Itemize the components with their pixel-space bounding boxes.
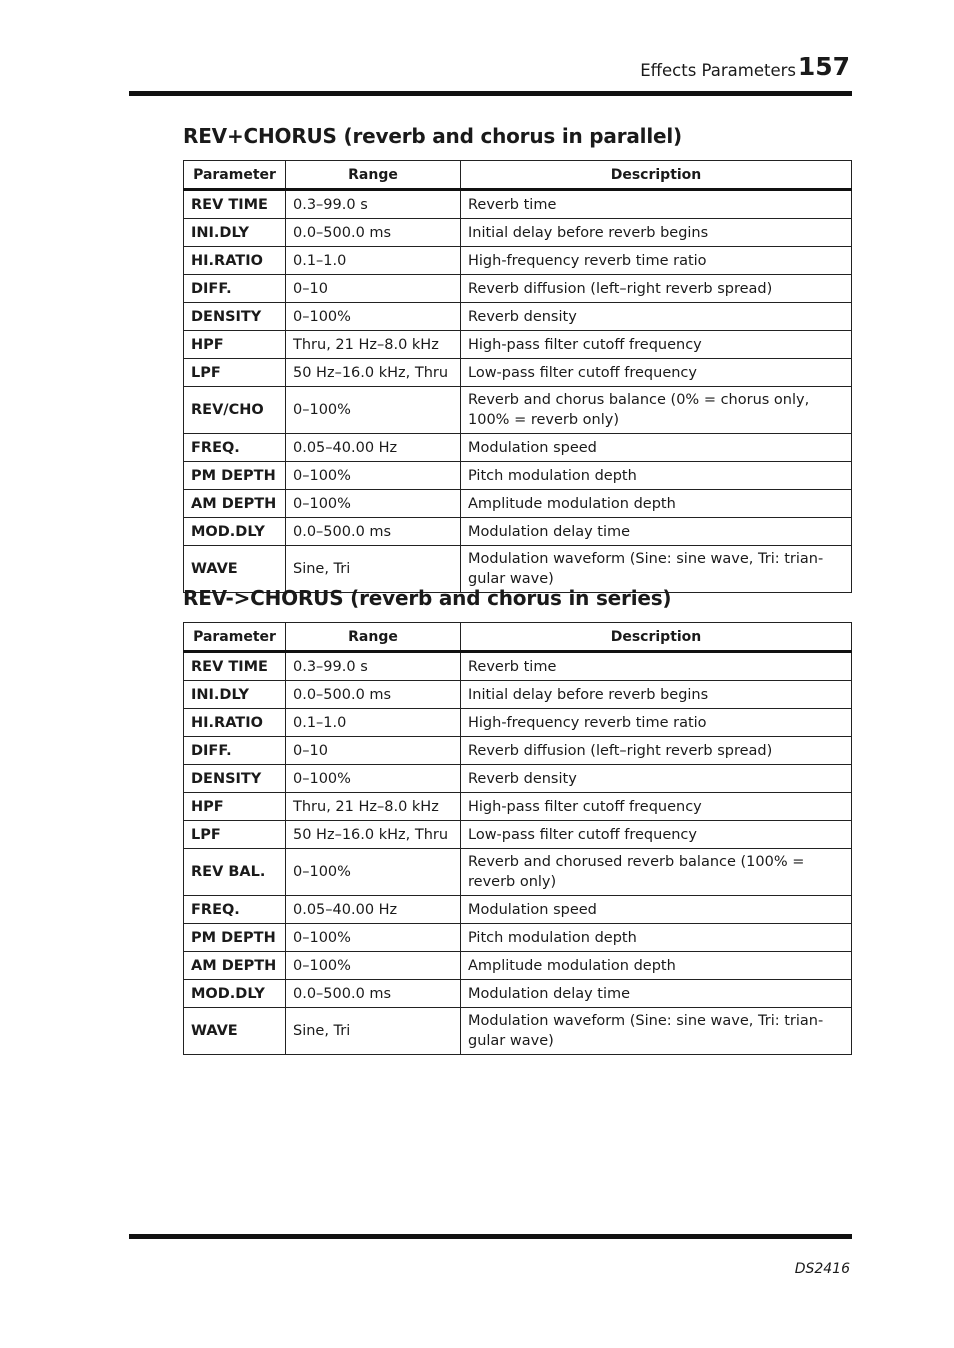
- parameter-name-cell: INI.DLY: [184, 681, 286, 709]
- description-cell: Reverb time: [461, 190, 852, 219]
- parameter-name-cell: DENSITY: [184, 303, 286, 331]
- range-cell: 0–100%: [286, 924, 461, 952]
- parameter-name-cell: AM DEPTH: [184, 490, 286, 518]
- table-row: [184, 331, 852, 359]
- description-cell: Modulation speed: [461, 896, 852, 924]
- range-cell: 0.3–99.0 s: [286, 652, 461, 681]
- table-row: [184, 275, 852, 303]
- table-row: [184, 190, 852, 219]
- table-row: [184, 952, 852, 980]
- parameter-name-cell: INI.DLY: [184, 219, 286, 247]
- running-header-title: Effects Parameters: [640, 61, 796, 80]
- range-cell: 0.3–99.0 s: [286, 190, 461, 219]
- parameter-table-parallel: [183, 160, 852, 593]
- description-cell: Low-pass filter cutoff frequency: [461, 821, 852, 849]
- table-row: [184, 247, 852, 275]
- parameter-name-cell: HI.RATIO: [184, 247, 286, 275]
- parameter-name-cell: FREQ.: [184, 434, 286, 462]
- range-cell: Thru, 21 Hz–8.0 kHz: [286, 793, 461, 821]
- model-footer: DS2416: [794, 1261, 850, 1277]
- parameter-name-cell: DIFF.: [184, 275, 286, 303]
- description-cell: Pitch modulation depth: [461, 924, 852, 952]
- section-title-rev-chorus-parallel: REV+CHORUS (reverb and chorus in parallel): [183, 124, 682, 148]
- parameter-name-cell: HI.RATIO: [184, 709, 286, 737]
- page-number: 157: [797, 52, 850, 81]
- description-cell: Amplitude modulation depth: [461, 952, 852, 980]
- range-cell: 0.1–1.0: [286, 247, 461, 275]
- table-row: [184, 765, 852, 793]
- range-cell: 0–100%: [286, 387, 461, 434]
- parameter-name-cell: REV TIME: [184, 190, 286, 219]
- table-row: [184, 387, 852, 434]
- description-cell: High-pass filter cutoff frequency: [461, 331, 852, 359]
- parameter-name-cell: LPF: [184, 359, 286, 387]
- table-row: [184, 980, 852, 1008]
- column-header-description: Description: [461, 623, 852, 652]
- column-header-description: Description: [461, 161, 852, 190]
- range-cell: Sine, Tri: [286, 546, 461, 593]
- range-cell: 0.0–500.0 ms: [286, 518, 461, 546]
- table-row: [184, 821, 852, 849]
- description-cell: Low-pass filter cutoff frequency: [461, 359, 852, 387]
- range-cell: 0–100%: [286, 462, 461, 490]
- parameter-name-cell: DENSITY: [184, 765, 286, 793]
- parameter-name-cell: HPF: [184, 793, 286, 821]
- parameter-name-cell: DIFF.: [184, 737, 286, 765]
- description-cell: Modulation waveform (Sine: sine wave, Tri: trian-gular wave): [461, 546, 852, 593]
- description-cell: Modulation delay time: [461, 980, 852, 1008]
- description-cell: Reverb diffusion (left–right reverb spread): [461, 275, 852, 303]
- parameter-name-cell: LPF: [184, 821, 286, 849]
- range-cell: 50 Hz–16.0 kHz, Thru: [286, 821, 461, 849]
- parameter-name-cell: REV TIME: [184, 652, 286, 681]
- table-row: [184, 849, 852, 896]
- table-row: [184, 896, 852, 924]
- table-row: [184, 793, 852, 821]
- description-cell: High-frequency reverb time ratio: [461, 247, 852, 275]
- parameter-name-cell: MOD.DLY: [184, 980, 286, 1008]
- table-row: [184, 462, 852, 490]
- parameter-name-cell: WAVE: [184, 546, 286, 593]
- footer-rule: [129, 1234, 852, 1239]
- parameter-name-cell: AM DEPTH: [184, 952, 286, 980]
- parameter-table-series: [183, 622, 852, 1055]
- description-cell: Initial delay before reverb begins: [461, 681, 852, 709]
- description-cell: Modulation delay time: [461, 518, 852, 546]
- description-cell: Reverb density: [461, 765, 852, 793]
- range-cell: 0–100%: [286, 952, 461, 980]
- description-cell: Reverb density: [461, 303, 852, 331]
- description-cell: Initial delay before reverb begins: [461, 219, 852, 247]
- parameter-name-cell: HPF: [184, 331, 286, 359]
- range-cell: Thru, 21 Hz–8.0 kHz: [286, 331, 461, 359]
- range-cell: 0–10: [286, 275, 461, 303]
- column-header-range: Range: [286, 161, 461, 190]
- table-row: [184, 652, 852, 681]
- table-row: [184, 681, 852, 709]
- range-cell: 0–100%: [286, 849, 461, 896]
- description-cell: Modulation speed: [461, 434, 852, 462]
- table-row: [184, 737, 852, 765]
- table-row: [184, 219, 852, 247]
- description-cell: High-frequency reverb time ratio: [461, 709, 852, 737]
- parameter-name-cell: PM DEPTH: [184, 462, 286, 490]
- header-rule: [129, 91, 852, 96]
- description-cell: Amplitude modulation depth: [461, 490, 852, 518]
- description-cell: Reverb and chorus balance (0% = chorus only, 100% = reverb only): [461, 387, 852, 434]
- section-title-rev-chorus-series: REV->CHORUS (reverb and chorus in series): [183, 586, 672, 610]
- range-cell: 50 Hz–16.0 kHz, Thru: [286, 359, 461, 387]
- range-cell: 0–100%: [286, 490, 461, 518]
- range-cell: 0.0–500.0 ms: [286, 219, 461, 247]
- range-cell: 0.05–40.00 Hz: [286, 896, 461, 924]
- column-header-parameter: Parameter: [184, 623, 286, 652]
- range-cell: 0.0–500.0 ms: [286, 980, 461, 1008]
- page-header: [129, 52, 852, 86]
- table-row: [184, 924, 852, 952]
- table-row: [184, 303, 852, 331]
- parameter-name-cell: REV/CHO: [184, 387, 286, 434]
- range-cell: 0.1–1.0: [286, 709, 461, 737]
- table-header-row: [184, 161, 852, 190]
- table-row: [184, 1008, 852, 1055]
- description-cell: Pitch modulation depth: [461, 462, 852, 490]
- parameter-name-cell: PM DEPTH: [184, 924, 286, 952]
- range-cell: 0.0–500.0 ms: [286, 681, 461, 709]
- table-row: [184, 518, 852, 546]
- table-row: [184, 434, 852, 462]
- range-cell: 0–10: [286, 737, 461, 765]
- table-row: [184, 490, 852, 518]
- table-header-row: [184, 623, 852, 652]
- description-cell: Reverb and chorused reverb balance (100% = reverb only): [461, 849, 852, 896]
- table-row: [184, 359, 852, 387]
- parameter-name-cell: FREQ.: [184, 896, 286, 924]
- parameter-name-cell: REV BAL.: [184, 849, 286, 896]
- description-cell: Reverb time: [461, 652, 852, 681]
- table-row: [184, 709, 852, 737]
- range-cell: Sine, Tri: [286, 1008, 461, 1055]
- description-cell: High-pass filter cutoff frequency: [461, 793, 852, 821]
- range-cell: 0.05–40.00 Hz: [286, 434, 461, 462]
- description-cell: Modulation waveform (Sine: sine wave, Tri: trian-gular wave): [461, 1008, 852, 1055]
- range-cell: 0–100%: [286, 765, 461, 793]
- parameter-name-cell: WAVE: [184, 1008, 286, 1055]
- parameter-name-cell: MOD.DLY: [184, 518, 286, 546]
- description-cell: Reverb diffusion (left–right reverb spread): [461, 737, 852, 765]
- range-cell: 0–100%: [286, 303, 461, 331]
- column-header-range: Range: [286, 623, 461, 652]
- column-header-parameter: Parameter: [184, 161, 286, 190]
